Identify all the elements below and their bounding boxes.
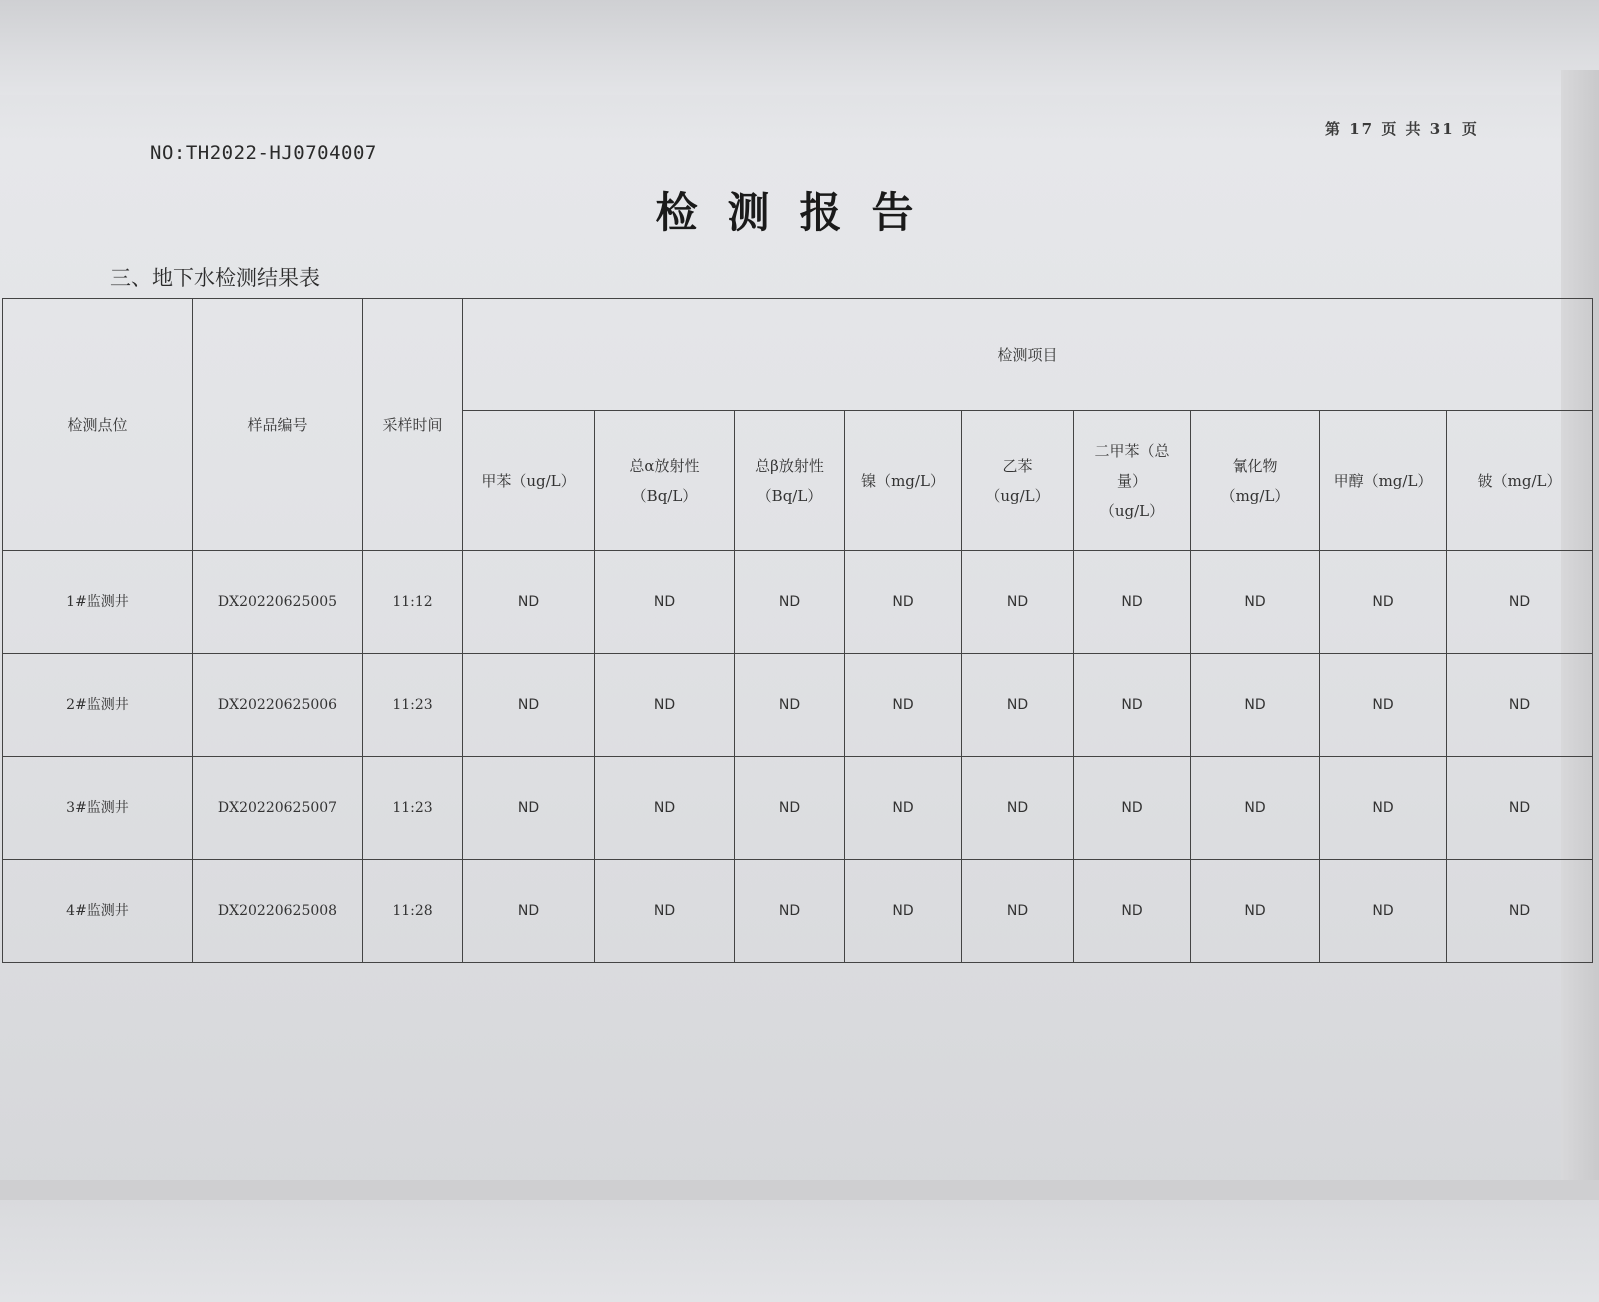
cell-value: ND bbox=[1320, 654, 1447, 757]
header-test-items: 检测项目 bbox=[463, 299, 1593, 411]
cell-value: ND bbox=[1447, 551, 1593, 654]
header-item: 镍（mg/L） bbox=[845, 411, 962, 551]
cell-time: 11:12 bbox=[363, 551, 463, 654]
cell-value: ND bbox=[1447, 654, 1593, 757]
cell-time: 11:23 bbox=[363, 757, 463, 860]
cell-value: ND bbox=[1191, 654, 1320, 757]
cell-value: ND bbox=[1191, 757, 1320, 860]
cell-location: 3#监测井 bbox=[3, 757, 193, 860]
header-item: 总α放射性 （Bq/L） bbox=[595, 411, 735, 551]
cell-location: 2#监测井 bbox=[3, 654, 193, 757]
header-item: 二甲苯（总 量） （ug/L） bbox=[1074, 411, 1191, 551]
cell-value: ND bbox=[1074, 654, 1191, 757]
cell-value: ND bbox=[962, 654, 1074, 757]
groundwater-results-table bbox=[2, 298, 1593, 963]
cell-location: 4#监测井 bbox=[3, 860, 193, 963]
cell-value: ND bbox=[962, 551, 1074, 654]
cell-value: ND bbox=[1447, 757, 1593, 860]
cell-value: ND bbox=[1074, 551, 1191, 654]
table-row bbox=[3, 757, 1593, 860]
cell-value: ND bbox=[962, 860, 1074, 963]
cell-value: ND bbox=[595, 654, 735, 757]
header-item: 甲醇（mg/L） bbox=[1320, 411, 1447, 551]
cell-value: ND bbox=[463, 551, 595, 654]
table-row bbox=[3, 654, 1593, 757]
cell-value: ND bbox=[1191, 860, 1320, 963]
cell-time: 11:28 bbox=[363, 860, 463, 963]
header-item: 甲苯（ug/L） bbox=[463, 411, 595, 551]
cell-value: ND bbox=[595, 551, 735, 654]
cell-value: ND bbox=[1074, 860, 1191, 963]
cell-value: ND bbox=[1447, 860, 1593, 963]
cell-value: ND bbox=[735, 551, 845, 654]
header-location: 检测点位 bbox=[3, 299, 193, 551]
cell-value: ND bbox=[962, 757, 1074, 860]
cell-value: ND bbox=[845, 757, 962, 860]
header-sample-time: 采样时间 bbox=[363, 299, 463, 551]
cell-time: 11:23 bbox=[363, 654, 463, 757]
section-title: 三、地下水检测结果表 bbox=[110, 266, 320, 290]
cell-value: ND bbox=[845, 860, 962, 963]
cell-value: ND bbox=[463, 860, 595, 963]
cell-value: ND bbox=[595, 757, 735, 860]
table-header-row bbox=[3, 299, 1593, 411]
cell-value: ND bbox=[845, 654, 962, 757]
cell-value: ND bbox=[1320, 757, 1447, 860]
header-item: 氰化物 （mg/L） bbox=[1191, 411, 1320, 551]
cell-sample-no: DX20220625007 bbox=[193, 757, 363, 860]
report-title: 检测报告 bbox=[655, 188, 944, 237]
cell-value: ND bbox=[1320, 860, 1447, 963]
page-indicator: 第 17 页 共 31 页 bbox=[1325, 120, 1479, 138]
table-row bbox=[3, 551, 1593, 654]
cell-value: ND bbox=[1191, 551, 1320, 654]
cell-value: ND bbox=[735, 757, 845, 860]
cell-sample-no: DX20220625008 bbox=[193, 860, 363, 963]
report-number: NO:TH2022-HJ0704007 bbox=[150, 142, 377, 164]
cell-location: 1#监测井 bbox=[3, 551, 193, 654]
results-table-container bbox=[2, 298, 1592, 1302]
header-sample-no: 样品编号 bbox=[193, 299, 363, 551]
table-row bbox=[3, 860, 1593, 963]
cell-sample-no: DX20220625005 bbox=[193, 551, 363, 654]
cell-value: ND bbox=[1074, 757, 1191, 860]
cell-value: ND bbox=[845, 551, 962, 654]
cell-value: ND bbox=[1320, 551, 1447, 654]
cell-value: ND bbox=[463, 757, 595, 860]
cell-value: ND bbox=[735, 654, 845, 757]
cell-value: ND bbox=[595, 860, 735, 963]
cell-sample-no: DX20220625006 bbox=[193, 654, 363, 757]
page-top-shadow bbox=[0, 0, 1599, 95]
cell-value: ND bbox=[735, 860, 845, 963]
header-item: 乙苯 （ug/L） bbox=[962, 411, 1074, 551]
header-item: 铍（mg/L） bbox=[1447, 411, 1593, 551]
header-item: 总β放射性 （Bq/L） bbox=[735, 411, 845, 551]
cell-value: ND bbox=[463, 654, 595, 757]
